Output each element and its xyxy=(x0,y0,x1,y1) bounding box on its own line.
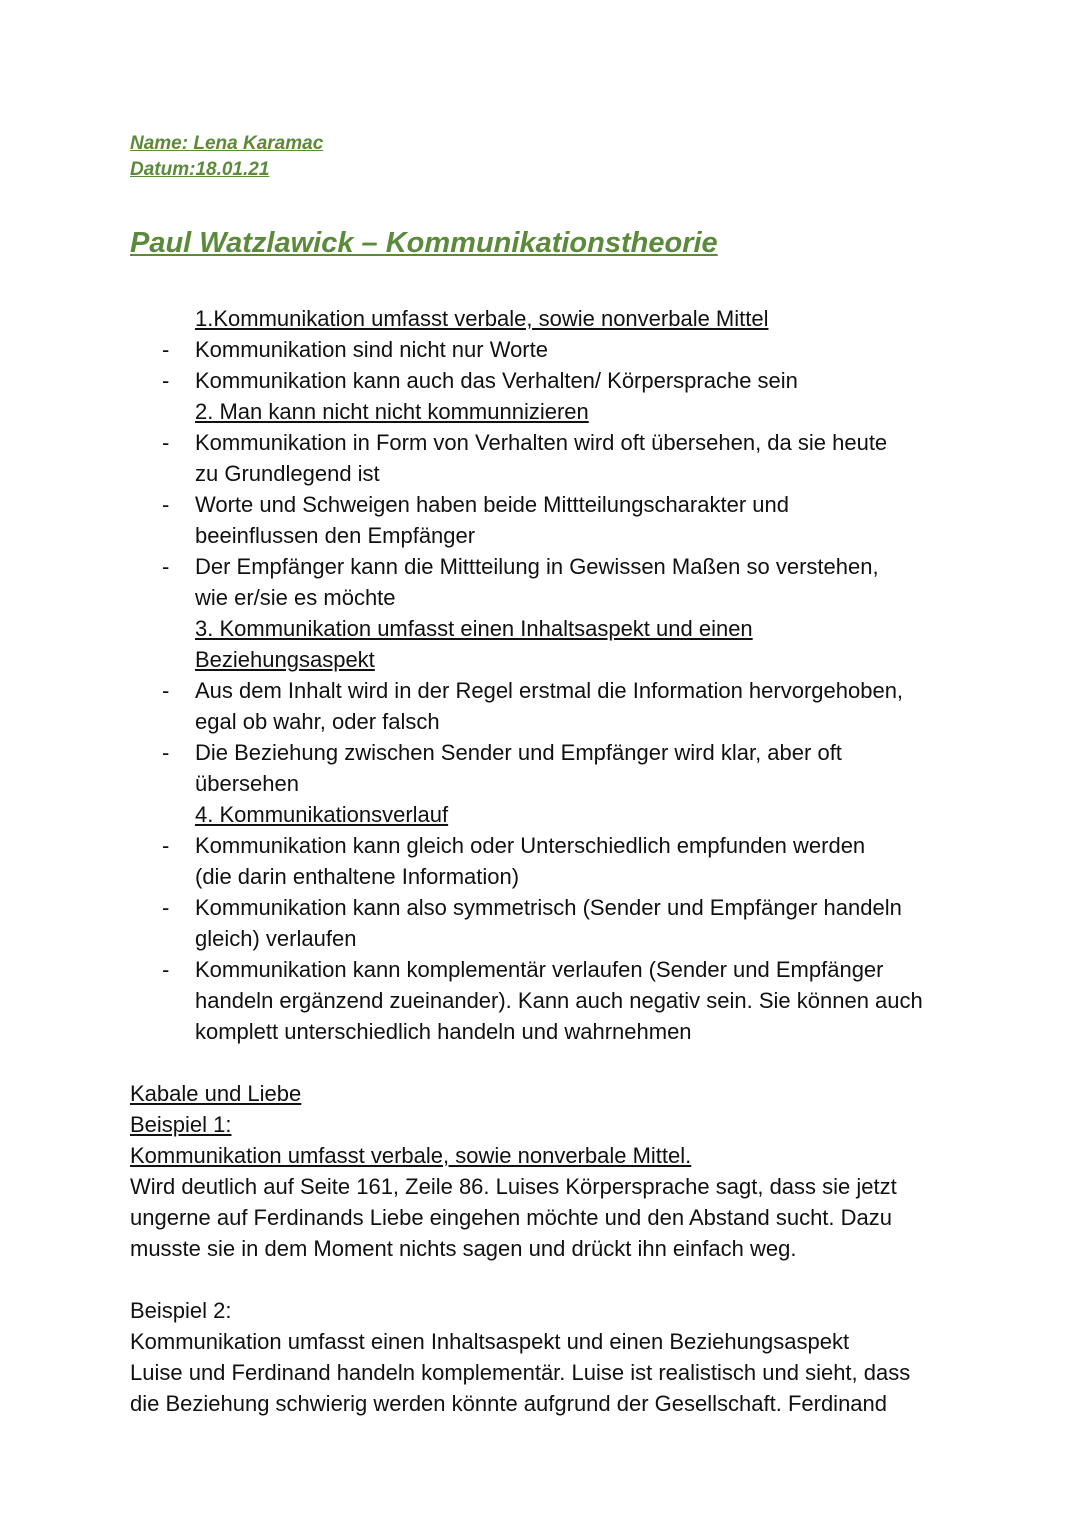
bullet-item-line: Kommunikation kann auch das Verhalten/ Körpersprache sein xyxy=(195,368,798,393)
bullet-item-line: Die Beziehung zwischen Sender und Empfänger wird klar, aber oft xyxy=(195,740,842,765)
principle-heading-line: 1.Kommunikation umfasst verbale, sowie nonverbale Mittel xyxy=(195,306,769,331)
bullet-item-line: Kommunikation kann gleich oder Unterschiedlich empfunden werden xyxy=(195,833,866,858)
bullet-item-line: (die darin enthaltene Information) xyxy=(195,864,520,889)
example1-label: Beispiel 1: xyxy=(130,1112,232,1137)
bullet-item-line: Worte und Schweigen haben beide Mittteilungscharakter und xyxy=(195,492,789,517)
bullet-item-line: Kommunikation in Form von Verhalten wird oft übersehen, da sie heute xyxy=(195,430,888,455)
dash-bullet-icon: - xyxy=(162,833,170,858)
document-meta xyxy=(130,131,323,183)
dash-bullet-icon: - xyxy=(162,337,170,362)
bullet-item-line: Aus dem Inhalt wird in der Regel erstmal die Information hervorgehoben, xyxy=(195,678,904,703)
bullet-item-line: egal ob wahr, oder falsch xyxy=(195,709,440,734)
bullet-item xyxy=(130,737,970,799)
bullet-item xyxy=(130,334,970,365)
principle-heading xyxy=(130,303,970,334)
dash-bullet-icon: - xyxy=(162,740,170,765)
bullet-item xyxy=(130,489,970,551)
author-name: Name: Lena Karamac xyxy=(130,133,324,154)
dash-bullet-icon: - xyxy=(162,895,170,920)
principle-heading-line: 3. Kommunikation umfasst einen Inhaltsaspekt und einen xyxy=(195,616,753,641)
dash-bullet-icon: - xyxy=(162,957,170,982)
bullet-item-line: übersehen xyxy=(195,771,299,796)
bullet-item xyxy=(130,365,970,396)
example-section-heading: Kabale und Liebe xyxy=(130,1081,302,1106)
bullet-item-line: Kommunikation kann komplementär verlaufen (Sender und Empfänger xyxy=(195,957,884,982)
example2-line: die Beziehung schwierig werden könnte aufgrund der Gesellschaft. Ferdinand xyxy=(130,1391,888,1416)
bullet-item-line: gleich) verlaufen xyxy=(195,926,357,951)
principle-heading-line: 4. Kommunikationsverlauf xyxy=(195,802,449,827)
example1-line: musste sie in dem Moment nichts sagen und drückt ihn einfach weg. xyxy=(130,1236,797,1261)
bullet-item xyxy=(130,830,970,892)
principle-heading xyxy=(130,799,970,830)
dash-bullet-icon: - xyxy=(162,554,170,579)
dash-bullet-icon: - xyxy=(162,368,170,393)
example1-line: Wird deutlich auf Seite 161, Zeile 86. Luises Körpersprache sagt, dass sie jetzt xyxy=(130,1174,897,1199)
bullet-item-line: zu Grundlegend ist xyxy=(195,461,380,486)
bullet-item xyxy=(130,675,970,737)
bullet-item-line: beeinflussen den Empfänger xyxy=(195,523,476,548)
dash-bullet-icon: - xyxy=(162,492,170,517)
bullet-item-line: wie er/sie es möchte xyxy=(195,585,396,610)
dash-bullet-icon: - xyxy=(162,678,170,703)
principle-heading xyxy=(130,613,970,675)
bullet-item-line: Kommunikation kann also symmetrisch (Sender und Empfänger handeln xyxy=(195,895,902,920)
bullet-item-line: Kommunikation sind nicht nur Worte xyxy=(195,337,548,362)
example1-line: ungerne auf Ferdinands Liebe eingehen möchte und den Abstand sucht. Dazu xyxy=(130,1205,892,1230)
principle-heading-line: 2. Man kann nicht nicht kommunnizieren xyxy=(195,399,589,424)
bullet-item-line: komplett unterschiedlich handeln und wahrnehmen xyxy=(195,1019,692,1044)
document-title: Paul Watzlawick – Kommunikationstheorie xyxy=(130,227,718,259)
paragraph-gap xyxy=(130,1264,970,1295)
bullet-item xyxy=(130,427,970,489)
dash-bullet-icon: - xyxy=(162,430,170,455)
example2-label: Beispiel 2: xyxy=(130,1298,232,1323)
example-section xyxy=(130,1078,970,1419)
principle-heading-line: Beziehungsaspekt xyxy=(195,647,375,672)
bullet-item-line: handeln ergänzend zueinander). Kann auch negativ sein. Sie können auch xyxy=(195,988,923,1013)
principle-heading xyxy=(130,396,970,427)
theory-list xyxy=(130,303,970,1047)
bullet-item xyxy=(130,892,970,954)
bullet-item xyxy=(130,551,970,613)
bullet-item xyxy=(130,954,970,1047)
bullet-item-line: Der Empfänger kann die Mittteilung in Gewissen Maßen so verstehen, xyxy=(195,554,879,579)
document-date: Datum:18.01.21 xyxy=(130,159,270,180)
example2-line: Luise und Ferdinand handeln komplementär. Luise ist realistisch und sieht, dass xyxy=(130,1360,911,1385)
example2-subheading: Kommunikation umfasst einen Inhaltsaspekt und einen Beziehungsaspekt xyxy=(130,1329,850,1354)
example1-subheading: Kommunikation umfasst verbale, sowie nonverbale Mittel. xyxy=(130,1143,692,1168)
